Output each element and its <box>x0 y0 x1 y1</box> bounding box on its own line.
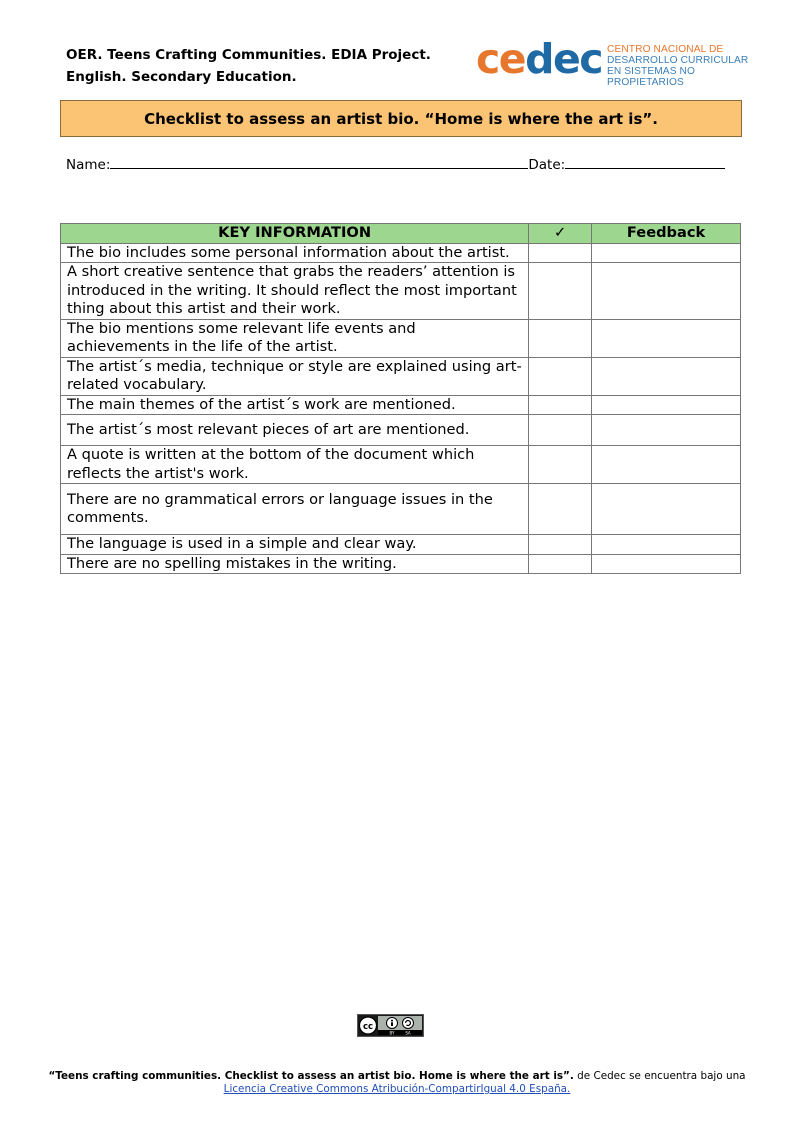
logo-sub-line-1: CENTRO NACIONAL DE <box>607 44 724 55</box>
table-row <box>61 319 741 357</box>
table-header-row <box>61 224 741 244</box>
feedback-cell[interactable] <box>592 263 741 320</box>
check-cell[interactable] <box>529 243 592 263</box>
header-check: ✓ <box>529 224 592 244</box>
header-key-information: KEY INFORMATION <box>61 224 529 244</box>
document-header <box>66 44 431 88</box>
table-row <box>61 554 741 574</box>
feedback-cell[interactable] <box>592 395 741 415</box>
footer-work-title: “Teens crafting communities. Checklist to assess an artist bio. Home is where the art is”. <box>48 1070 574 1082</box>
criterion-text: The artist´s most relevant pieces of art are mentioned. <box>61 415 529 446</box>
criterion-text: The language is used in a simple and clear way. <box>61 535 529 555</box>
table-row <box>61 535 741 555</box>
criterion-text: The bio mentions some relevant life events and achievements in the life of the artist. <box>61 319 529 357</box>
criterion-text: The artist´s media, technique or style are explained using art-related vocabulary. <box>61 357 529 395</box>
name-field[interactable] <box>110 156 528 169</box>
criterion-text: A quote is written at the bottom of the document which reflects the artist's work. <box>61 446 529 484</box>
license-footer <box>36 1070 758 1096</box>
svg-text:cc: cc <box>362 1022 374 1032</box>
date-field[interactable] <box>565 156 725 169</box>
criterion-text: The main themes of the artist´s work are mentioned. <box>61 395 529 415</box>
header-line-1: OER. Teens Crafting Communities. EDIA Project. <box>66 47 431 63</box>
logo-sub-line-2: DESARROLLO CURRICULAR <box>607 55 749 66</box>
logo-word-part-2: dec <box>525 35 603 83</box>
logo-word-part-1: ce <box>476 35 526 83</box>
checklist-table <box>60 223 741 574</box>
checklist-title: Checklist to assess an artist bio. “Home is where the art is”. <box>60 100 742 137</box>
criterion-text: There are no grammatical errors or language issues in the comments. <box>61 484 529 535</box>
check-cell[interactable] <box>529 357 592 395</box>
table-row <box>61 415 741 446</box>
check-cell[interactable] <box>529 554 592 574</box>
check-cell[interactable] <box>529 395 592 415</box>
cc-license-badge <box>357 1014 424 1037</box>
header-line-2: English. Secondary Education. <box>66 69 297 85</box>
feedback-cell[interactable] <box>592 319 741 357</box>
feedback-cell[interactable] <box>592 243 741 263</box>
logo-sub-line-3: EN SISTEMAS NO PROPIETARIOS <box>607 66 696 88</box>
check-cell[interactable] <box>529 319 592 357</box>
criterion-text: The bio includes some personal information about the artist. <box>61 243 529 263</box>
check-cell[interactable] <box>529 263 592 320</box>
feedback-cell[interactable] <box>592 484 741 535</box>
check-cell[interactable] <box>529 446 592 484</box>
table-row <box>61 243 741 263</box>
feedback-cell[interactable] <box>592 535 741 555</box>
cedec-logo-subtitle <box>607 44 766 88</box>
footer-license-text: de Cedec se encuentra bajo una <box>573 1070 746 1082</box>
feedback-cell[interactable] <box>592 357 741 395</box>
date-label: Date: <box>528 157 566 173</box>
header-feedback: Feedback <box>592 224 741 244</box>
name-date-line <box>66 156 725 173</box>
table-row <box>61 446 741 484</box>
feedback-cell[interactable] <box>592 446 741 484</box>
svg-text:SA: SA <box>405 1030 411 1036</box>
table-row <box>61 395 741 415</box>
svg-text:BY: BY <box>389 1030 395 1036</box>
cc-by-sa-icon <box>358 1015 423 1036</box>
check-cell[interactable] <box>529 484 592 535</box>
table-row <box>61 484 741 535</box>
criterion-text: A short creative sentence that grabs the readers’ attention is introduced in the writing. It should reflect the most important thing about this artist and their work. <box>61 263 529 320</box>
table-row <box>61 357 741 395</box>
cedec-logo <box>476 35 766 88</box>
cedec-logo-word <box>476 34 602 84</box>
feedback-cell[interactable] <box>592 415 741 446</box>
table-row <box>61 263 741 320</box>
check-cell[interactable] <box>529 415 592 446</box>
criterion-text: There are no spelling mistakes in the writing. <box>61 554 529 574</box>
license-link[interactable]: Licencia Creative Commons Atribución-CompartirIgual 4.0 España. <box>223 1083 571 1095</box>
feedback-cell[interactable] <box>592 554 741 574</box>
check-cell[interactable] <box>529 535 592 555</box>
name-label: Name: <box>66 157 111 173</box>
